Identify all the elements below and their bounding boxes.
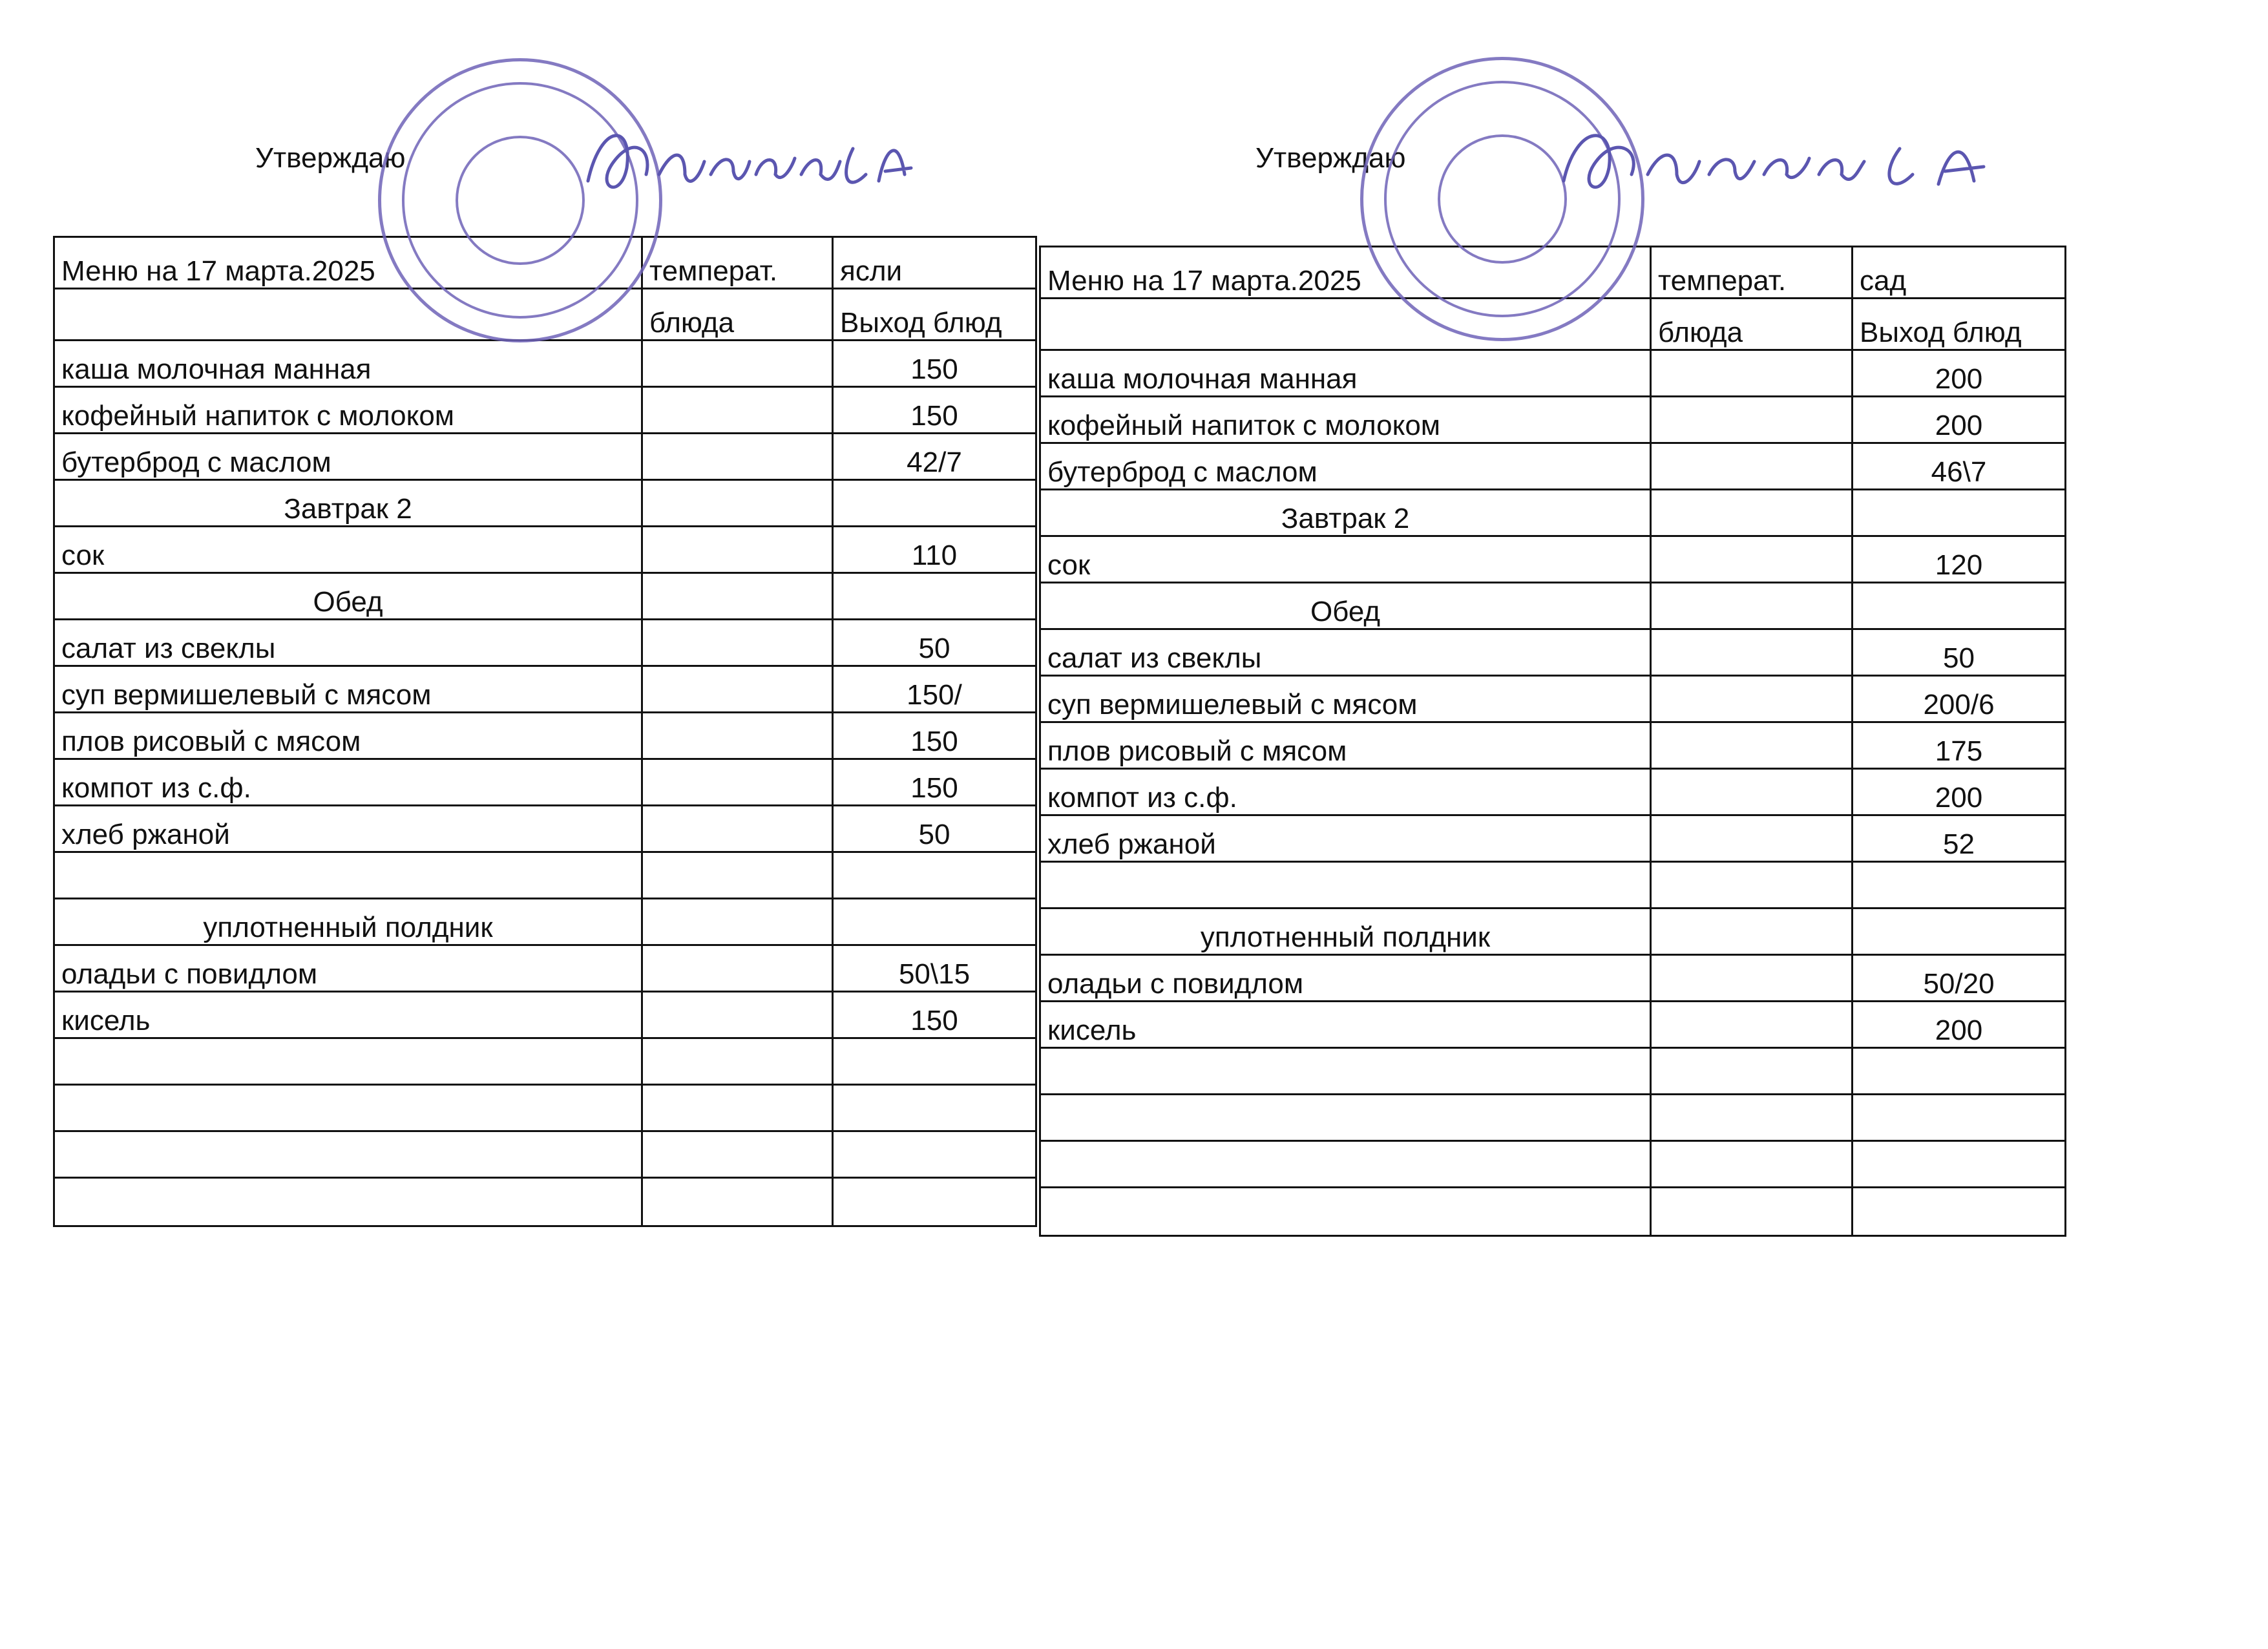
dish-cell: плов рисовый с мясом bbox=[54, 713, 642, 759]
table-row bbox=[54, 899, 1036, 945]
dish-cell: кофейный напиток с молоком bbox=[1040, 397, 1651, 443]
output-cell: 120 bbox=[1853, 536, 2066, 583]
temp-cell bbox=[642, 573, 833, 620]
dish-cell: кисель bbox=[1040, 1002, 1651, 1048]
group-header: сад bbox=[1853, 247, 2066, 299]
temp-cell bbox=[642, 852, 833, 899]
dish-cell: бутерброд с маслом bbox=[1040, 443, 1651, 490]
output-cell bbox=[833, 480, 1036, 527]
output-cell bbox=[1853, 1048, 2066, 1095]
output-cell bbox=[1853, 583, 2066, 629]
output-cell: 52 bbox=[1853, 815, 2066, 862]
table-row bbox=[1040, 443, 2066, 490]
output-header: Выход блюд bbox=[1853, 299, 2066, 350]
output-cell: 150 bbox=[833, 759, 1036, 806]
table-row bbox=[1040, 769, 2066, 815]
output-cell: 50 bbox=[1853, 629, 2066, 676]
output-cell bbox=[1853, 909, 2066, 955]
dish-cell bbox=[1040, 1188, 1651, 1236]
output-cell bbox=[1853, 1095, 2066, 1141]
table-row bbox=[54, 527, 1036, 573]
output-cell bbox=[833, 573, 1036, 620]
table-row bbox=[1040, 583, 2066, 629]
temp-cell bbox=[1651, 397, 1853, 443]
temp-cell bbox=[642, 527, 833, 573]
group-header: ясли bbox=[833, 237, 1036, 289]
temp-cell bbox=[642, 899, 833, 945]
temp-header-2: блюда bbox=[642, 289, 833, 341]
output-cell bbox=[833, 1131, 1036, 1178]
table-row bbox=[54, 434, 1036, 480]
temp-header: температ. bbox=[642, 237, 833, 289]
output-cell: 175 bbox=[1853, 722, 2066, 769]
output-cell: 150 bbox=[833, 992, 1036, 1038]
table-row bbox=[1040, 815, 2066, 862]
dish-cell: оладьи с повидлом bbox=[1040, 955, 1651, 1002]
table-row bbox=[1040, 350, 2066, 397]
table-row bbox=[54, 1131, 1036, 1178]
temp-cell bbox=[642, 945, 833, 992]
dish-cell bbox=[54, 1131, 642, 1178]
temp-cell bbox=[1651, 1188, 1853, 1236]
output-cell bbox=[833, 852, 1036, 899]
dish-cell: каша молочная манная bbox=[54, 341, 642, 387]
table-row bbox=[54, 387, 1036, 434]
menu-title: Меню на 17 марта.2025 bbox=[54, 237, 642, 289]
temp-cell bbox=[642, 1038, 833, 1085]
table-row bbox=[54, 620, 1036, 666]
dish-cell bbox=[1040, 862, 1651, 909]
dish-cell: Завтрак 2 bbox=[1040, 490, 1651, 536]
temp-cell bbox=[1651, 583, 1853, 629]
dish-cell: салат из свеклы bbox=[1040, 629, 1651, 676]
temp-cell bbox=[642, 1085, 833, 1131]
temp-cell bbox=[642, 1131, 833, 1178]
output-cell: 50/20 bbox=[1853, 955, 2066, 1002]
table-row bbox=[54, 992, 1036, 1038]
table-row bbox=[1040, 676, 2066, 722]
dish-cell: сок bbox=[1040, 536, 1651, 583]
output-cell bbox=[833, 1038, 1036, 1085]
table-row bbox=[1040, 955, 2066, 1002]
output-cell: 42/7 bbox=[833, 434, 1036, 480]
table-row bbox=[1040, 490, 2066, 536]
table-row bbox=[54, 1038, 1036, 1085]
temp-cell bbox=[642, 480, 833, 527]
temp-cell bbox=[1651, 629, 1853, 676]
dish-cell: Завтрак 2 bbox=[54, 480, 642, 527]
output-cell bbox=[833, 899, 1036, 945]
temp-cell bbox=[642, 759, 833, 806]
temp-cell bbox=[1651, 909, 1853, 955]
table-row bbox=[54, 480, 1036, 527]
signature-icon bbox=[575, 110, 937, 213]
table-row bbox=[1040, 909, 2066, 955]
output-cell: 200 bbox=[1853, 1002, 2066, 1048]
table-row bbox=[54, 759, 1036, 806]
dish-cell: кофейный напиток с молоком bbox=[54, 387, 642, 434]
table-row bbox=[1040, 1048, 2066, 1095]
dish-cell: кисель bbox=[54, 992, 642, 1038]
output-cell: 150 bbox=[833, 713, 1036, 759]
table-row bbox=[54, 852, 1036, 899]
temp-cell bbox=[1651, 350, 1853, 397]
dish-cell bbox=[1040, 1095, 1651, 1141]
output-cell: 150 bbox=[833, 341, 1036, 387]
dish-cell: уплотненный полдник bbox=[1040, 909, 1651, 955]
output-cell: 200 bbox=[1853, 397, 2066, 443]
table-row bbox=[1040, 1002, 2066, 1048]
temp-cell bbox=[1651, 443, 1853, 490]
output-cell: 200/6 bbox=[1853, 676, 2066, 722]
table-row bbox=[54, 1085, 1036, 1131]
table-row bbox=[1040, 397, 2066, 443]
temp-cell bbox=[1651, 862, 1853, 909]
temp-cell bbox=[1651, 955, 1853, 1002]
output-cell bbox=[1853, 862, 2066, 909]
dish-cell bbox=[54, 852, 642, 899]
table-row bbox=[54, 1178, 1036, 1226]
table-row bbox=[54, 945, 1036, 992]
dish-cell: суп вермишелевый с мясом bbox=[1040, 676, 1651, 722]
table-row bbox=[54, 806, 1036, 852]
temp-cell bbox=[642, 620, 833, 666]
temp-cell bbox=[642, 992, 833, 1038]
dish-cell bbox=[54, 1038, 642, 1085]
dish-cell: Обед bbox=[1040, 583, 1651, 629]
output-cell: 150/ bbox=[833, 666, 1036, 713]
temp-cell bbox=[642, 806, 833, 852]
dish-cell bbox=[1040, 1048, 1651, 1095]
table-row bbox=[1040, 1141, 2066, 1188]
temp-cell bbox=[1651, 1048, 1853, 1095]
menu-table-nursery bbox=[53, 236, 1037, 1227]
output-cell: 50\15 bbox=[833, 945, 1036, 992]
dish-cell: хлеб ржаной bbox=[1040, 815, 1651, 862]
table-row bbox=[1040, 536, 2066, 583]
output-header: Выход блюд bbox=[833, 289, 1036, 341]
signature-icon bbox=[1551, 110, 2016, 213]
temp-cell bbox=[1651, 1002, 1853, 1048]
table-row bbox=[1040, 1188, 2066, 1236]
output-cell: 110 bbox=[833, 527, 1036, 573]
temp-cell bbox=[1651, 536, 1853, 583]
output-cell bbox=[1853, 1141, 2066, 1188]
dish-cell: компот из с.ф. bbox=[1040, 769, 1651, 815]
dish-cell: салат из свеклы bbox=[54, 620, 642, 666]
temp-cell bbox=[642, 341, 833, 387]
dish-cell: сок bbox=[54, 527, 642, 573]
approve-label-right: Утверждаю bbox=[1255, 142, 1406, 174]
temp-header: температ. bbox=[1651, 247, 1853, 299]
dish-cell: Обед bbox=[54, 573, 642, 620]
table-row bbox=[1040, 629, 2066, 676]
menu-title: Меню на 17 марта.2025 bbox=[1040, 247, 1651, 299]
output-cell: 46\7 bbox=[1853, 443, 2066, 490]
output-cell bbox=[833, 1178, 1036, 1226]
temp-cell bbox=[1651, 490, 1853, 536]
table-row bbox=[54, 573, 1036, 620]
output-cell: 200 bbox=[1853, 350, 2066, 397]
output-cell: 200 bbox=[1853, 769, 2066, 815]
output-cell: 50 bbox=[833, 806, 1036, 852]
dish-cell: оладьи с повидлом bbox=[54, 945, 642, 992]
temp-cell bbox=[1651, 722, 1853, 769]
temp-cell bbox=[1651, 676, 1853, 722]
dish-cell: компот из с.ф. bbox=[54, 759, 642, 806]
output-cell: 150 bbox=[833, 387, 1036, 434]
temp-header-2: блюда bbox=[1651, 299, 1853, 350]
output-cell bbox=[833, 1085, 1036, 1131]
output-cell: 50 bbox=[833, 620, 1036, 666]
dish-cell: каша молочная манная bbox=[1040, 350, 1651, 397]
dish-cell: суп вермишелевый с мясом bbox=[54, 666, 642, 713]
dish-cell: хлеб ржаной bbox=[54, 806, 642, 852]
approve-label-left: Утверждаю bbox=[255, 142, 406, 174]
temp-cell bbox=[642, 387, 833, 434]
temp-cell bbox=[642, 666, 833, 713]
table-row bbox=[1040, 1095, 2066, 1141]
table-row bbox=[54, 341, 1036, 387]
table-row bbox=[54, 713, 1036, 759]
output-cell bbox=[1853, 490, 2066, 536]
temp-cell bbox=[1651, 815, 1853, 862]
table-row bbox=[1040, 722, 2066, 769]
dish-cell: уплотненный полдник bbox=[54, 899, 642, 945]
temp-cell bbox=[642, 1178, 833, 1226]
menu-table-kindergarten bbox=[1039, 246, 2066, 1237]
temp-cell bbox=[1651, 769, 1853, 815]
dish-cell bbox=[1040, 1141, 1651, 1188]
dish-cell: плов рисовый с мясом bbox=[1040, 722, 1651, 769]
temp-cell bbox=[1651, 1141, 1853, 1188]
dish-cell bbox=[54, 1085, 642, 1131]
temp-cell bbox=[642, 434, 833, 480]
temp-cell bbox=[1651, 1095, 1853, 1141]
table-row bbox=[54, 666, 1036, 713]
temp-cell bbox=[642, 713, 833, 759]
table-row bbox=[1040, 862, 2066, 909]
dish-cell: бутерброд с маслом bbox=[54, 434, 642, 480]
dish-cell bbox=[54, 1178, 642, 1226]
output-cell bbox=[1853, 1188, 2066, 1236]
